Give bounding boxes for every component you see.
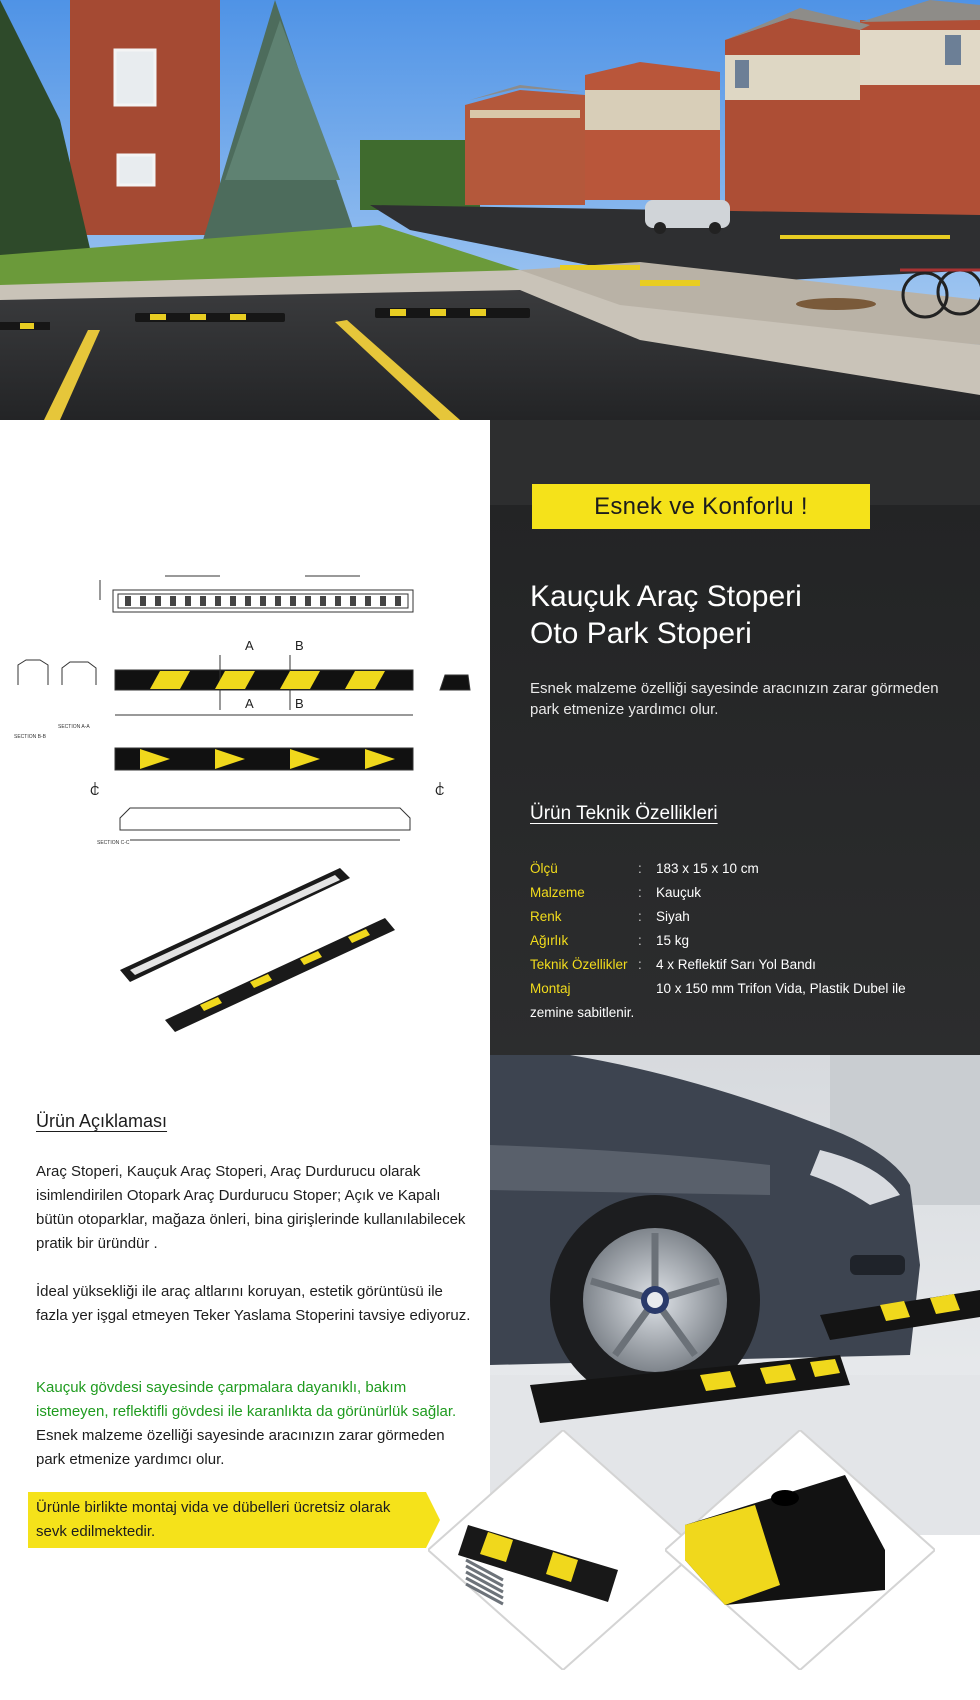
slogan-text: Esnek ve Konforlu ! <box>594 492 808 520</box>
spec-value: 4 x Reflektif Sarı Yol Bandı <box>656 957 816 972</box>
spec-separator: : <box>638 861 642 876</box>
spec-separator: : <box>638 909 642 924</box>
label-b-top: B <box>295 638 304 653</box>
spec-key: Ölçü <box>530 861 558 876</box>
label-section-aa: SECTION A-A <box>58 724 90 730</box>
description-paragraph-3 <box>36 1376 476 1472</box>
spec-value: 15 kg <box>656 933 690 948</box>
spec-row <box>530 929 950 953</box>
label-b-bottom: B <box>295 696 304 711</box>
spec-key: Teknik Özellikler <box>530 957 628 972</box>
spec-value: 183 x 15 x 10 cm <box>656 861 759 876</box>
spec-key: Malzeme <box>530 885 585 900</box>
spec-row <box>530 881 950 905</box>
stopper-with-screws-image <box>428 1430 698 1670</box>
label-section-bb: SECTION B-B <box>14 734 46 740</box>
spec-value: Kauçuk <box>656 885 702 900</box>
spec-row <box>530 857 950 881</box>
spec-key: Montaj <box>530 981 571 996</box>
spec-key: Renk <box>530 909 562 924</box>
label-section-cc: SECTION C-C <box>97 840 130 846</box>
spec-separator: : <box>638 933 642 948</box>
label-c-right: C <box>435 783 445 798</box>
description-paragraph-1: Araç Stoperi, Kauçuk Araç Stoperi, Araç Durdurucu olarak isimlendirilen Otopark Araç Durdurucu Stoper; Açık ve Kapalı bütün otoparklar, mağaza önleri, bina girişlerinde kullanılabilecek pratik bir üründür . <box>36 1163 466 1252</box>
spec-value: 10 x 150 mm Trifon Vida, Plastik Dubel ile <box>656 981 906 996</box>
stopper-3d-render <box>120 868 395 1032</box>
spec-row <box>530 953 950 977</box>
description-highlight: Kauçuk gövdesi sayesinde çarpmalara dayanıklı, bakım istemeyen, reflektifli gövdesi ile karanlıkta da görünürlük sağlar. <box>36 1379 457 1420</box>
technical-drawing <box>0 550 490 1070</box>
label-c-left: C <box>90 783 100 798</box>
spec-row <box>530 977 950 1001</box>
label-a-top: A <box>245 638 254 653</box>
spec-heading: Ürün Teknik Özellikleri <box>530 803 718 824</box>
description-paragraph-2: İdeal yüksekliği ile araç altlarını koruyan, estetik görüntüsü ile fazla yer işgal etmeyen Teker Yaslama Stoperini tavsiye ediyoruz. <box>36 1283 471 1324</box>
product-lead: Esnek malzeme özelliği sayesinde aracınızın zarar görmeden park etmenize yardımcı olur. <box>530 680 939 718</box>
spec-montaj-tail: zemine sabitlenir. <box>530 1005 635 1020</box>
description-heading: Ürün Açıklaması <box>36 1111 168 1131</box>
product-title-line2: Oto Park Stoperi <box>530 617 752 650</box>
spec-separator: : <box>638 885 642 900</box>
product-title <box>530 578 802 652</box>
slogan-banner <box>532 484 870 529</box>
spec-separator: : <box>638 957 642 972</box>
spec-key: Ağırlık <box>530 933 569 948</box>
spec-table <box>530 857 950 1025</box>
spec-row <box>530 905 950 929</box>
label-a-bottom: A <box>245 696 254 711</box>
spec-separator <box>638 977 656 1001</box>
product-title-line1: Kauçuk Araç Stoperi <box>530 580 802 613</box>
hero-parking-photo <box>0 0 980 420</box>
spec-value: Siyah <box>656 909 690 924</box>
stopper-closeup-image <box>665 1430 935 1670</box>
shipping-note: Ürünle birlikte montaj vida ve dübelleri ücretsiz olarak sevk edilmektedir. <box>28 1492 426 1548</box>
description-rest: Esnek malzeme özelliği sayesinde aracınızın zarar görmeden park etmenize yardımcı olur. <box>36 1427 445 1468</box>
